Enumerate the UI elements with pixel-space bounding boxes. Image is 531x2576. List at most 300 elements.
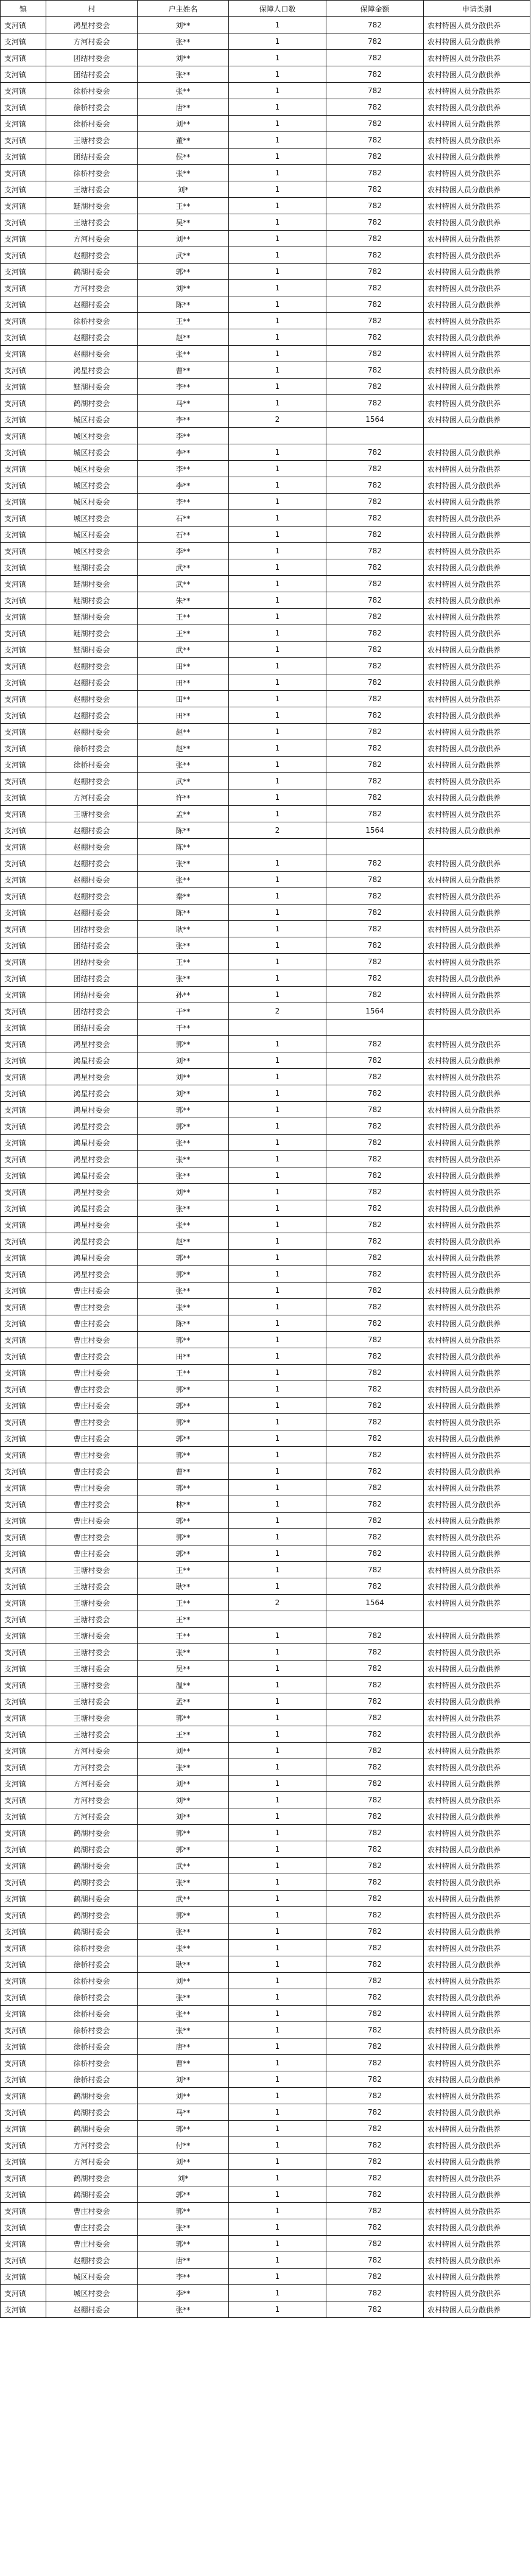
amount-cell: 782 bbox=[326, 83, 424, 99]
category-cell: 农村特困人员分散供养 bbox=[424, 1496, 530, 1513]
category-cell: 农村特困人员分散供养 bbox=[424, 1250, 530, 1266]
town-cell: 支河镇 bbox=[1, 2236, 46, 2252]
town-cell: 支河镇 bbox=[1, 83, 46, 99]
persons-cell: 1 bbox=[229, 214, 326, 231]
table-row bbox=[1, 1135, 530, 1151]
table-row bbox=[1, 2071, 530, 2088]
town-cell: 支河镇 bbox=[1, 198, 46, 214]
town-cell: 支河镇 bbox=[1, 592, 46, 609]
persons-cell: 1 bbox=[229, 1381, 326, 1398]
householder-cell: 郭** bbox=[138, 1841, 229, 1858]
amount-cell: 782 bbox=[326, 789, 424, 806]
householder-cell: 张** bbox=[138, 1200, 229, 1217]
village-cell: 城区村委会 bbox=[46, 2269, 138, 2285]
householder-cell: 张** bbox=[138, 1167, 229, 1184]
table-row bbox=[1, 1989, 530, 2006]
town-cell: 支河镇 bbox=[1, 1677, 46, 1693]
village-cell: 徐桥村委会 bbox=[46, 1989, 138, 2006]
table-row bbox=[1, 1545, 530, 1562]
householder-cell: 刘** bbox=[138, 1776, 229, 1792]
table-row bbox=[1, 625, 530, 642]
town-cell: 支河镇 bbox=[1, 461, 46, 477]
householder-cell: 董** bbox=[138, 132, 229, 149]
category-cell: 农村特困人员分散供养 bbox=[424, 674, 530, 691]
householder-cell: 郭** bbox=[138, 1036, 229, 1052]
category-cell: 农村特困人员分散供养 bbox=[424, 1693, 530, 1710]
amount-cell: 782 bbox=[326, 2121, 424, 2137]
persons-cell: 1 bbox=[229, 1841, 326, 1858]
town-cell: 支河镇 bbox=[1, 99, 46, 116]
table-row bbox=[1, 477, 530, 494]
householder-cell: 赵** bbox=[138, 724, 229, 740]
persons-cell: 1 bbox=[229, 116, 326, 132]
table-row bbox=[1, 2088, 530, 2104]
town-cell: 支河镇 bbox=[1, 2071, 46, 2088]
category-cell: 农村特困人员分散供养 bbox=[424, 1595, 530, 1611]
category-cell: 农村特困人员分散供养 bbox=[424, 1315, 530, 1332]
householder-cell: 武** bbox=[138, 1858, 229, 1874]
category-cell: 农村特困人员分散供养 bbox=[424, 822, 530, 839]
table-row bbox=[1, 17, 530, 33]
village-cell: 赵棚村委会 bbox=[46, 724, 138, 740]
householder-cell: 刘** bbox=[138, 1069, 229, 1085]
amount-cell: 782 bbox=[326, 264, 424, 280]
village-cell: 方河村委会 bbox=[46, 789, 138, 806]
householder-cell: 李** bbox=[138, 2285, 229, 2301]
persons-cell: 1 bbox=[229, 1250, 326, 1266]
householder-cell: 郭** bbox=[138, 1266, 229, 1283]
amount-cell: 782 bbox=[326, 1743, 424, 1759]
amount-cell: 782 bbox=[326, 362, 424, 379]
village-cell: 鹤湖村委会 bbox=[46, 2186, 138, 2203]
town-cell: 支河镇 bbox=[1, 510, 46, 527]
table-row bbox=[1, 2269, 530, 2285]
category-cell: 农村特困人员分散供养 bbox=[424, 181, 530, 198]
village-cell: 方河村委会 bbox=[46, 1792, 138, 1808]
householder-cell: 张** bbox=[138, 2219, 229, 2236]
persons-cell: 1 bbox=[229, 165, 326, 181]
village-cell: 鸿星村委会 bbox=[46, 1184, 138, 1200]
householder-cell: 刘** bbox=[138, 1973, 229, 1989]
table-row bbox=[1, 1414, 530, 1430]
table-row bbox=[1, 1052, 530, 1069]
town-cell: 支河镇 bbox=[1, 2022, 46, 2039]
village-cell: 王塘村委会 bbox=[46, 1628, 138, 1644]
amount-cell: 782 bbox=[326, 2104, 424, 2121]
category-cell: 农村特困人员分散供养 bbox=[424, 1167, 530, 1184]
village-cell: 曹庄村委会 bbox=[46, 1381, 138, 1398]
householder-cell: 陈** bbox=[138, 839, 229, 855]
persons-cell: 1 bbox=[229, 1891, 326, 1907]
village-cell: 徐桥村委会 bbox=[46, 313, 138, 329]
table-row bbox=[1, 2055, 530, 2071]
householder-cell: 武** bbox=[138, 773, 229, 789]
householder-cell: 陈** bbox=[138, 296, 229, 313]
town-cell: 支河镇 bbox=[1, 1973, 46, 1989]
persons-cell: 1 bbox=[229, 1299, 326, 1315]
amount-cell: 782 bbox=[326, 2301, 424, 2318]
persons-cell: 1 bbox=[229, 2285, 326, 2301]
amount-cell bbox=[326, 1611, 424, 1628]
town-cell: 支河镇 bbox=[1, 2154, 46, 2170]
householder-cell: 张** bbox=[138, 1874, 229, 1891]
category-cell: 农村特困人员分散供养 bbox=[424, 2022, 530, 2039]
amount-cell: 782 bbox=[326, 1151, 424, 1167]
householder-cell: 石** bbox=[138, 510, 229, 527]
table-row bbox=[1, 888, 530, 905]
town-cell: 支河镇 bbox=[1, 1250, 46, 1266]
table-row bbox=[1, 1480, 530, 1496]
town-cell: 支河镇 bbox=[1, 149, 46, 165]
category-cell: 农村特困人员分散供养 bbox=[424, 559, 530, 576]
village-cell: 团结村委会 bbox=[46, 987, 138, 1003]
town-cell: 支河镇 bbox=[1, 872, 46, 888]
amount-cell: 782 bbox=[326, 1628, 424, 1644]
table-row bbox=[1, 1907, 530, 1923]
village-cell: 鲢湖村委会 bbox=[46, 592, 138, 609]
table-row bbox=[1, 1118, 530, 1135]
persons-cell: 1 bbox=[229, 1135, 326, 1151]
persons-cell: 1 bbox=[229, 806, 326, 822]
village-cell: 鹤湖村委会 bbox=[46, 1907, 138, 1923]
householder-cell: 李** bbox=[138, 428, 229, 444]
persons-cell bbox=[229, 1611, 326, 1628]
amount-cell: 1564 bbox=[326, 411, 424, 428]
village-cell: 鹤湖村委会 bbox=[46, 1825, 138, 1841]
category-cell: 农村特困人员分散供养 bbox=[424, 1332, 530, 1348]
persons-cell: 1 bbox=[229, 1513, 326, 1529]
category-cell bbox=[424, 839, 530, 855]
village-cell: 徐桥村委会 bbox=[46, 2039, 138, 2055]
town-cell: 支河镇 bbox=[1, 806, 46, 822]
village-cell: 城区村委会 bbox=[46, 494, 138, 510]
persons-cell: 1 bbox=[229, 1414, 326, 1430]
persons-cell: 1 bbox=[229, 83, 326, 99]
persons-cell: 1 bbox=[229, 658, 326, 674]
householder-cell: 郭** bbox=[138, 1250, 229, 1266]
persons-cell: 1 bbox=[229, 2039, 326, 2055]
table-row bbox=[1, 510, 530, 527]
householder-cell: 武** bbox=[138, 559, 229, 576]
persons-cell: 1 bbox=[229, 1578, 326, 1595]
amount-cell: 782 bbox=[326, 1956, 424, 1973]
persons-cell: 1 bbox=[229, 149, 326, 165]
town-cell: 支河镇 bbox=[1, 2121, 46, 2137]
persons-cell: 1 bbox=[229, 198, 326, 214]
householder-cell: 林** bbox=[138, 1496, 229, 1513]
town-cell: 支河镇 bbox=[1, 625, 46, 642]
amount-cell: 782 bbox=[326, 1825, 424, 1841]
persons-cell: 1 bbox=[229, 2219, 326, 2236]
category-cell: 农村特困人员分散供养 bbox=[424, 921, 530, 937]
persons-cell: 1 bbox=[229, 66, 326, 83]
category-cell: 农村特困人员分散供养 bbox=[424, 132, 530, 149]
village-cell: 曹庄村委会 bbox=[46, 2219, 138, 2236]
category-cell: 农村特困人员分散供养 bbox=[424, 757, 530, 773]
householder-cell: 刘* bbox=[138, 2170, 229, 2186]
amount-cell: 782 bbox=[326, 1480, 424, 1496]
householder-cell: 王** bbox=[138, 954, 229, 970]
table-row bbox=[1, 149, 530, 165]
header-householder: 户主姓名 bbox=[138, 1, 229, 17]
amount-cell: 782 bbox=[326, 444, 424, 461]
amount-cell: 782 bbox=[326, 181, 424, 198]
category-cell: 农村特困人员分散供养 bbox=[424, 987, 530, 1003]
householder-cell: 王** bbox=[138, 1562, 229, 1578]
village-cell: 鸿星村委会 bbox=[46, 1135, 138, 1151]
amount-cell: 782 bbox=[326, 1315, 424, 1332]
table-row bbox=[1, 576, 530, 592]
town-cell: 支河镇 bbox=[1, 1283, 46, 1299]
table-row bbox=[1, 707, 530, 724]
category-cell: 农村特困人员分散供养 bbox=[424, 2269, 530, 2285]
category-cell: 农村特困人员分散供养 bbox=[424, 83, 530, 99]
village-cell: 鹤湖村委会 bbox=[46, 1841, 138, 1858]
town-cell: 支河镇 bbox=[1, 888, 46, 905]
amount-cell: 782 bbox=[326, 987, 424, 1003]
persons-cell: 1 bbox=[229, 592, 326, 609]
householder-cell: 刘* bbox=[138, 181, 229, 198]
householder-cell: 陈** bbox=[138, 1315, 229, 1332]
householder-cell: 田** bbox=[138, 707, 229, 724]
householder-cell: 刘** bbox=[138, 1792, 229, 1808]
town-cell: 支河镇 bbox=[1, 2006, 46, 2022]
persons-cell: 1 bbox=[229, 1085, 326, 1102]
village-cell: 王塘村委会 bbox=[46, 1726, 138, 1743]
householder-cell: 王** bbox=[138, 1628, 229, 1644]
category-cell: 农村特困人员分散供养 bbox=[424, 625, 530, 642]
town-cell: 支河镇 bbox=[1, 1562, 46, 1578]
persons-cell: 1 bbox=[229, 789, 326, 806]
village-cell: 方河村委会 bbox=[46, 1743, 138, 1759]
persons-cell: 1 bbox=[229, 1825, 326, 1841]
town-cell: 支河镇 bbox=[1, 1628, 46, 1644]
village-cell: 王塘村委会 bbox=[46, 1611, 138, 1628]
village-cell: 鹤湖村委会 bbox=[46, 264, 138, 280]
town-cell: 支河镇 bbox=[1, 2219, 46, 2236]
town-cell: 支河镇 bbox=[1, 2055, 46, 2071]
amount-cell: 782 bbox=[326, 132, 424, 149]
amount-cell: 782 bbox=[326, 855, 424, 872]
village-cell: 赵棚村委会 bbox=[46, 674, 138, 691]
table-row bbox=[1, 1102, 530, 1118]
persons-cell: 1 bbox=[229, 444, 326, 461]
table-row bbox=[1, 1644, 530, 1661]
town-cell: 支河镇 bbox=[1, 66, 46, 83]
amount-cell: 782 bbox=[326, 1036, 424, 1052]
householder-cell: 刘** bbox=[138, 280, 229, 296]
amount-cell: 782 bbox=[326, 33, 424, 50]
town-cell: 支河镇 bbox=[1, 905, 46, 921]
table-row bbox=[1, 2104, 530, 2121]
town-cell: 支河镇 bbox=[1, 658, 46, 674]
village-cell: 鸿星村委会 bbox=[46, 1167, 138, 1184]
village-cell: 鹤湖村委会 bbox=[46, 1923, 138, 1940]
householder-cell: 张** bbox=[138, 1151, 229, 1167]
village-cell: 曹庄村委会 bbox=[46, 1480, 138, 1496]
householder-cell: 李** bbox=[138, 2269, 229, 2285]
header-category: 申请类别 bbox=[424, 1, 530, 17]
town-cell: 支河镇 bbox=[1, 2301, 46, 2318]
householder-cell: 李** bbox=[138, 461, 229, 477]
category-cell bbox=[424, 1020, 530, 1036]
category-cell: 农村特困人员分散供养 bbox=[424, 2104, 530, 2121]
table-row bbox=[1, 905, 530, 921]
amount-cell: 782 bbox=[326, 50, 424, 66]
table-row bbox=[1, 2022, 530, 2039]
householder-cell: 武** bbox=[138, 576, 229, 592]
category-cell: 农村特困人员分散供养 bbox=[424, 1036, 530, 1052]
table-row bbox=[1, 1398, 530, 1414]
persons-cell: 1 bbox=[229, 2088, 326, 2104]
category-cell: 农村特困人员分散供养 bbox=[424, 2219, 530, 2236]
town-cell: 支河镇 bbox=[1, 2137, 46, 2154]
amount-cell: 782 bbox=[326, 691, 424, 707]
persons-cell: 1 bbox=[229, 510, 326, 527]
householder-cell: 张** bbox=[138, 66, 229, 83]
amount-cell: 782 bbox=[326, 609, 424, 625]
householder-cell: 王** bbox=[138, 609, 229, 625]
table-row bbox=[1, 1513, 530, 1529]
town-cell: 支河镇 bbox=[1, 954, 46, 970]
village-cell: 曹庄村委会 bbox=[46, 1332, 138, 1348]
householder-cell: 郭** bbox=[138, 1118, 229, 1135]
category-cell: 农村特困人员分散供养 bbox=[424, 50, 530, 66]
town-cell: 支河镇 bbox=[1, 1776, 46, 1792]
amount-cell: 782 bbox=[326, 642, 424, 658]
amount-cell: 1564 bbox=[326, 1003, 424, 1020]
persons-cell: 1 bbox=[229, 707, 326, 724]
persons-cell: 1 bbox=[229, 1348, 326, 1365]
category-cell: 农村特困人员分散供养 bbox=[424, 231, 530, 247]
householder-cell: 赵** bbox=[138, 740, 229, 757]
table-row bbox=[1, 2121, 530, 2137]
town-cell: 支河镇 bbox=[1, 609, 46, 625]
table-row bbox=[1, 132, 530, 149]
table-row bbox=[1, 1776, 530, 1792]
householder-cell: 张** bbox=[138, 1923, 229, 1940]
category-cell: 农村特困人员分散供养 bbox=[424, 346, 530, 362]
persons-cell: 1 bbox=[229, 921, 326, 937]
category-cell: 农村特困人员分散供养 bbox=[424, 1545, 530, 1562]
persons-cell: 1 bbox=[229, 379, 326, 395]
persons-cell bbox=[229, 428, 326, 444]
householder-cell: 张** bbox=[138, 757, 229, 773]
village-cell: 方河村委会 bbox=[46, 33, 138, 50]
village-cell: 曹庄村委会 bbox=[46, 1283, 138, 1299]
category-cell: 农村特困人员分散供养 bbox=[424, 2121, 530, 2137]
table-row bbox=[1, 1085, 530, 1102]
householder-cell: 张** bbox=[138, 1217, 229, 1233]
householder-cell: 郭** bbox=[138, 1529, 229, 1545]
village-cell: 鲢湖村委会 bbox=[46, 642, 138, 658]
category-cell: 农村特困人员分散供养 bbox=[424, 1628, 530, 1644]
table-row bbox=[1, 1036, 530, 1052]
town-cell: 支河镇 bbox=[1, 937, 46, 954]
village-cell: 赵棚村委会 bbox=[46, 905, 138, 921]
persons-cell bbox=[229, 839, 326, 855]
table-row bbox=[1, 674, 530, 691]
persons-cell: 1 bbox=[229, 395, 326, 411]
category-cell: 农村特困人员分散供养 bbox=[424, 1052, 530, 1069]
householder-cell: 曹** bbox=[138, 362, 229, 379]
table-row bbox=[1, 99, 530, 116]
village-cell: 鸿星村委会 bbox=[46, 1217, 138, 1233]
village-cell: 曹庄村委会 bbox=[46, 1414, 138, 1430]
header-village: 村 bbox=[46, 1, 138, 17]
village-cell: 曹庄村委会 bbox=[46, 1545, 138, 1562]
householder-cell: 干** bbox=[138, 1020, 229, 1036]
amount-cell: 782 bbox=[326, 1858, 424, 1874]
table-row bbox=[1, 2137, 530, 2154]
town-cell: 支河镇 bbox=[1, 757, 46, 773]
persons-cell: 2 bbox=[229, 822, 326, 839]
amount-cell: 782 bbox=[326, 1299, 424, 1315]
village-cell: 鸿星村委会 bbox=[46, 362, 138, 379]
amount-cell: 782 bbox=[326, 1973, 424, 1989]
town-cell: 支河镇 bbox=[1, 362, 46, 379]
householder-cell: 郭** bbox=[138, 1825, 229, 1841]
table-row bbox=[1, 280, 530, 296]
persons-cell: 1 bbox=[229, 280, 326, 296]
category-cell bbox=[424, 1611, 530, 1628]
village-cell: 王塘村委会 bbox=[46, 1644, 138, 1661]
town-cell: 支河镇 bbox=[1, 987, 46, 1003]
village-cell: 徐桥村委会 bbox=[46, 1956, 138, 1973]
persons-cell: 1 bbox=[229, 937, 326, 954]
village-cell: 赵棚村委会 bbox=[46, 855, 138, 872]
village-cell: 赵棚村委会 bbox=[46, 2252, 138, 2269]
persons-cell: 1 bbox=[229, 1545, 326, 1562]
category-cell: 农村特困人员分散供养 bbox=[424, 888, 530, 905]
town-cell: 支河镇 bbox=[1, 1792, 46, 1808]
amount-cell: 782 bbox=[326, 1661, 424, 1677]
town-cell: 支河镇 bbox=[1, 1496, 46, 1513]
persons-cell: 1 bbox=[229, 329, 326, 346]
village-cell: 团结村委会 bbox=[46, 921, 138, 937]
village-cell: 鹤湖村委会 bbox=[46, 2170, 138, 2186]
householder-cell: 张** bbox=[138, 346, 229, 362]
category-cell: 农村特困人员分散供养 bbox=[424, 1874, 530, 1891]
table-row bbox=[1, 1266, 530, 1283]
town-cell: 支河镇 bbox=[1, 1710, 46, 1726]
householder-cell: 郭** bbox=[138, 1480, 229, 1496]
persons-cell: 1 bbox=[229, 2006, 326, 2022]
category-cell: 农村特困人员分散供养 bbox=[424, 872, 530, 888]
amount-cell: 782 bbox=[326, 1332, 424, 1348]
town-cell: 支河镇 bbox=[1, 1200, 46, 1217]
category-cell: 农村特困人员分散供养 bbox=[424, 1825, 530, 1841]
category-cell: 农村特困人员分散供养 bbox=[424, 707, 530, 724]
category-cell: 农村特困人员分散供养 bbox=[424, 642, 530, 658]
persons-cell: 2 bbox=[229, 411, 326, 428]
village-cell: 团结村委会 bbox=[46, 1003, 138, 1020]
town-cell: 支河镇 bbox=[1, 1529, 46, 1545]
town-cell: 支河镇 bbox=[1, 1808, 46, 1825]
householder-cell: 刘** bbox=[138, 2071, 229, 2088]
village-cell: 王塘村委会 bbox=[46, 806, 138, 822]
category-cell: 农村特困人员分散供养 bbox=[424, 1283, 530, 1299]
persons-cell: 1 bbox=[229, 970, 326, 987]
category-cell: 农村特困人员分散供养 bbox=[424, 296, 530, 313]
town-cell: 支河镇 bbox=[1, 1661, 46, 1677]
village-cell: 鸿星村委会 bbox=[46, 1085, 138, 1102]
amount-cell: 782 bbox=[326, 1052, 424, 1069]
village-cell: 王塘村委会 bbox=[46, 1693, 138, 1710]
table-row bbox=[1, 1003, 530, 1020]
town-cell: 支河镇 bbox=[1, 2088, 46, 2104]
town-cell: 支河镇 bbox=[1, 494, 46, 510]
